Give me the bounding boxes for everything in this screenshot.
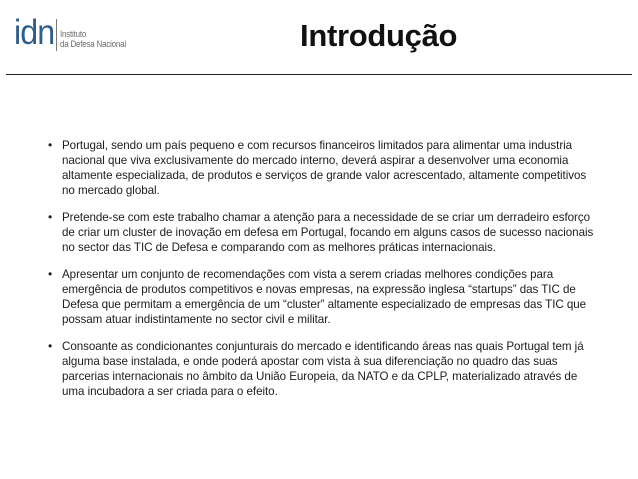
logo-divider (56, 19, 57, 51)
bullet-item-2: • Pretende-se com este trabalho chamar a atenção para a necessidade de se criar um derradeiro esforço de criar um cluster de inovação em defesa em Portugal, focando em alguns casos de sucesso nacionais no sector das TIC de Defesa e comparando com as melhores práticas internacionais. (48, 210, 600, 255)
logo-mark: idn (14, 13, 55, 52)
institute-logo (14, 13, 135, 56)
logo-text-line-2: da Defesa Nacional (59, 39, 126, 49)
bullet-item-3: • Apresentar um conjunto de recomendações com vista a serem criadas melhores condições para emergência de produtos competitivos e novas empresas, na expressão inglesa “startups” das TIC de Defesa que permitam a emergência de um “cluster” altamente especializado de empresas das TIC que possam atuar indistintamente no sector civil e militar. (48, 267, 600, 327)
logo-text-line-1: Instituto (59, 29, 86, 39)
title-divider (6, 74, 632, 75)
bullet-list (48, 138, 600, 411)
slide-title: Introdução (300, 18, 458, 53)
logo-text (60, 29, 126, 49)
bullet-item-4: • Consoante as condicionantes conjunturais do mercado e identificando áreas nas quais Portugal tem já alguma base instalada, e onde poderá apostar com vista à sua diferenciação no quadro das suas parcerias internacionais no âmbito da União Europeia, da NATO e da CPLP, materializado através de uma incubadora a ser criada para o efeito. (48, 339, 600, 399)
bullet-item-1: • Portugal, sendo um país pequeno e com recursos financeiros limitados para alimentar uma industria nacional que viva exclusivamente do mercado interno, deverá aspirar a desenvolver uma economia altamente especializada, de produtos e serviços de grande valor acrescentado, altamente competitivos no mercado global. (48, 138, 600, 198)
